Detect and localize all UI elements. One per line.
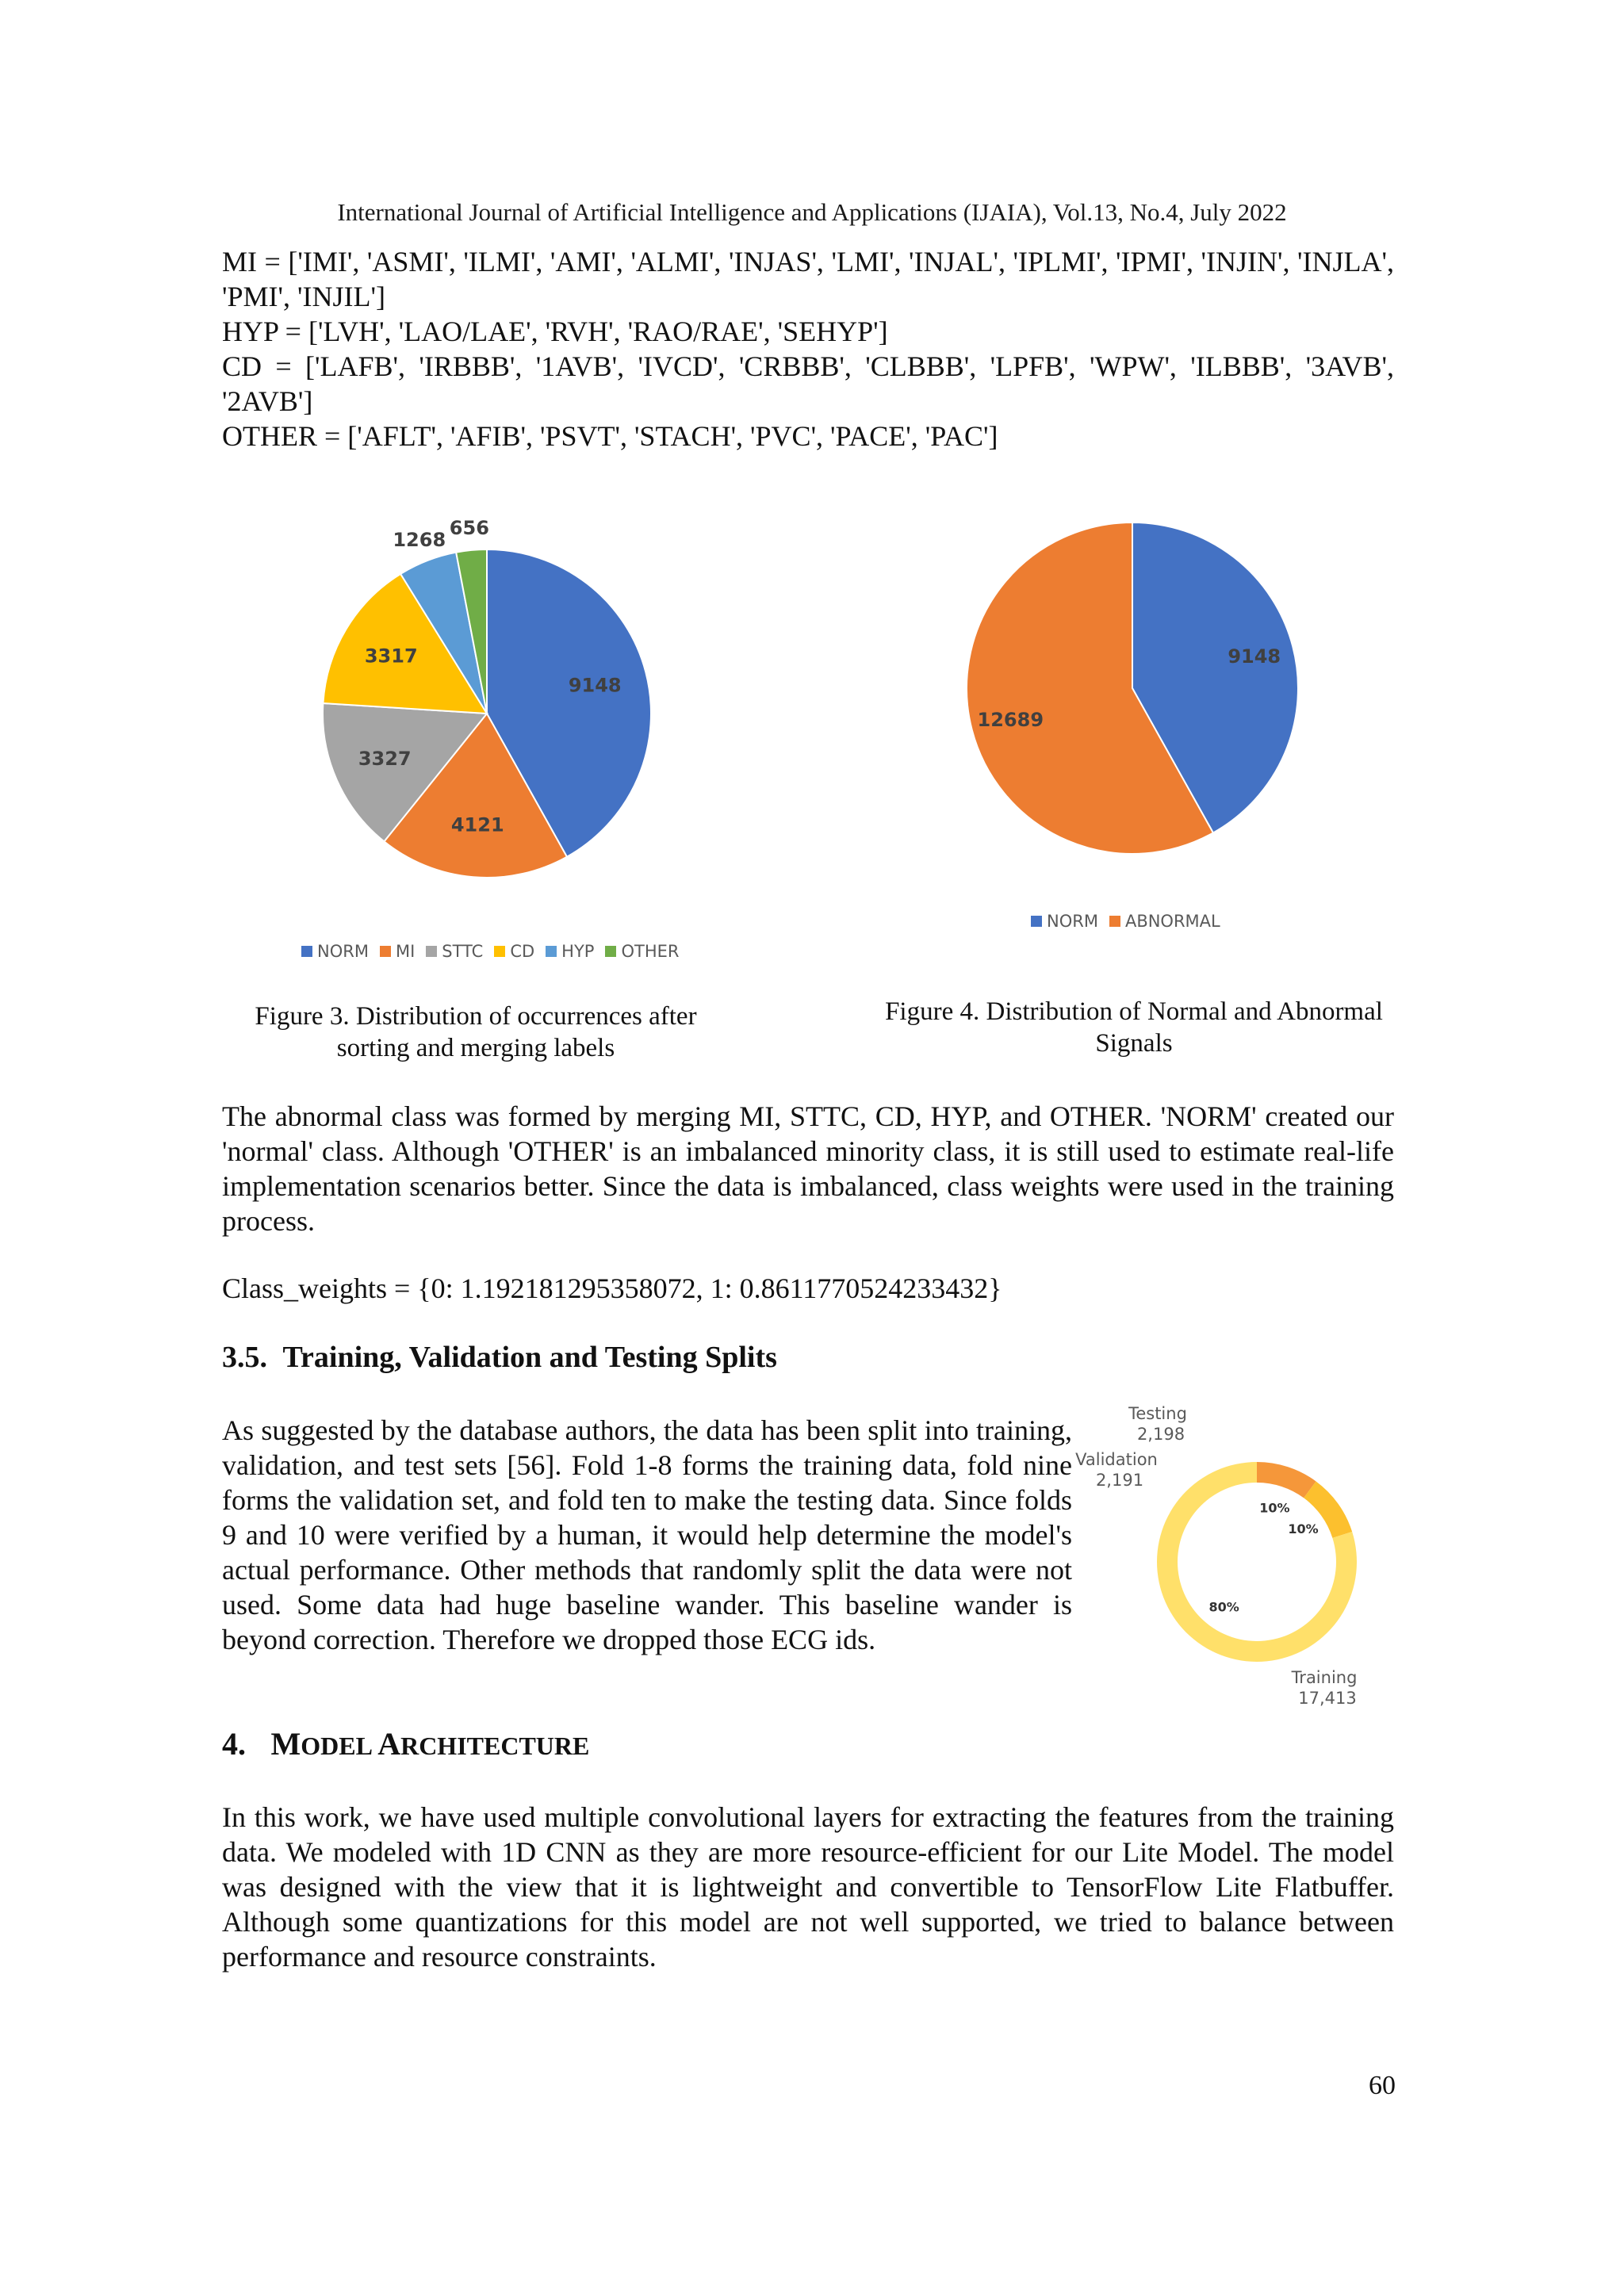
section-4-title-rest2: RCHITECTURE <box>400 1732 590 1760</box>
data-label-abnormal: 12689 <box>977 709 1044 732</box>
donut-category-validation: Validation <box>1075 1450 1158 1469</box>
legend-swatch <box>546 946 557 957</box>
cd-list: CD = ['LAFB', 'IRBBB', '1AVB', 'IVCD', 'CRBBB', 'CLBBB', 'LPFB', 'WPW', 'ILBBB', '3AVB', '2AVB'] <box>222 350 1401 417</box>
section-4-title-cap2: A <box>377 1726 401 1762</box>
figure4-caption-line2: Signals <box>1095 1029 1173 1058</box>
other-list: OTHER = ['AFLT', 'AFIB', 'PSVT', 'STACH', 'PVC', 'PACE', 'PAC'] <box>222 420 998 452</box>
section-4-number: 4. <box>222 1726 246 1762</box>
hyp-list: HYP = ['LVH', 'LAO/LAE', 'RVH', 'RAO/RAE', 'SEHYP'] <box>222 316 888 347</box>
data-label-sttc: 3327 <box>358 747 412 770</box>
journal-header: International Journal of Artificial Intelligence and Applications (IJAIA), Vol.13, No.4, July 2022 <box>337 198 1287 226</box>
legend-swatch <box>605 946 616 957</box>
legend-label: NORM <box>317 942 369 961</box>
donut-percent-testing: 10% <box>1259 1500 1290 1516</box>
legend-item-abnormal <box>1109 912 1220 931</box>
model-architecture-paragraph: In this work, we have used multiple convolutional layers for extracting the features from the training data. We modeled with 1D CNN as they are more resource-efficient for our Lite Model. The model was designed with the view that it is lightweight and convertible to TensorFlow Lite Flatbuffer. Although some quantizations for this model are not well supported, we tried to balance between performance and resource constraints. <box>222 1801 1394 1973</box>
donut-category-testing: Testing <box>1128 1404 1187 1423</box>
splits-paragraph: As suggested by the database authors, the data has been split into training, validation, and test sets [56]. Fold 1-8 forms the training data, fold nine forms the validation set, and fold ten to make the testing data. Since folds 9 and 10 were verified by a human, it would help determine the model's actual performance. Other methods that randomly split the data were not used. Some data had huge baseline wander. This baseline wander is beyond correction. Therefore we dropped those ECG ids. <box>222 1414 1072 1655</box>
legend-label: MI <box>395 942 416 961</box>
data-label-mi: 4121 <box>450 813 504 836</box>
donut-value-training: 17,413 <box>1298 1689 1357 1708</box>
section-3-5-heading <box>222 1340 777 1375</box>
legend-swatch <box>494 946 505 957</box>
section-4-title-cap1: M <box>270 1726 301 1762</box>
legend-label: STTC <box>442 942 484 961</box>
section-3-5-title: Training, Validation and Testing Splits <box>282 1341 777 1374</box>
donut-slice-testing <box>1257 1462 1316 1498</box>
data-label-hyp: 1268 <box>393 529 446 552</box>
donut-percent-training: 80% <box>1208 1599 1239 1615</box>
donut-value-validation: 2,191 <box>1095 1471 1144 1490</box>
donut-percent-validation: 10% <box>1288 1521 1319 1537</box>
figure3-caption <box>222 1001 730 1064</box>
data-label-other: 656 <box>449 517 489 540</box>
legend-label: ABNORMAL <box>1124 912 1220 931</box>
legend-item-norm <box>1031 912 1098 931</box>
section-3-5-number: 3.5. <box>222 1341 267 1374</box>
page-number: 60 <box>1369 2071 1396 2100</box>
data-label-norm: 9148 <box>1228 645 1281 668</box>
figure4-pie-chart <box>936 507 1348 872</box>
legend-item-cd <box>494 942 534 961</box>
label-lists <box>222 244 1401 453</box>
legend-swatch <box>1109 916 1120 927</box>
legend-item-mi <box>380 942 415 961</box>
donut-category-training: Training <box>1291 1668 1358 1687</box>
figure4-caption <box>856 996 1411 1059</box>
figure3-legend <box>301 942 690 961</box>
figure4-slices <box>967 522 1298 854</box>
section-4-heading <box>222 1725 589 1762</box>
figure4-caption-line1: Figure 4. Distribution of Normal and Abnormal <box>885 997 1383 1026</box>
legend-item-hyp <box>546 942 594 961</box>
mi-list: MI = ['IMI', 'ASMI', 'ILMI', 'AMI', 'ALMI', 'INJAS', 'LMI', 'INJAL', 'IPLMI', 'IPMI', 'INJIN', 'INJLA', 'PMI', 'INJIL'] <box>222 246 1401 312</box>
abnormal-class-paragraph: The abnormal class was formed by merging MI, STTC, CD, HYP, and OTHER. 'NORM' created our 'normal' class. Although 'OTHER' is an imbalanced minority class, it is still used to estimate real-life implementation scenarios better. Since the data is imbalanced, class weights were used in the training process. <box>222 1100 1394 1237</box>
legend-label: NORM <box>1047 912 1098 931</box>
legend-swatch <box>380 946 391 957</box>
legend-item-sttc <box>426 942 483 961</box>
legend-item-norm <box>301 942 369 961</box>
donut-slices <box>1157 1462 1357 1662</box>
section-4-title-rest1: ODEL <box>301 1732 378 1760</box>
legend-swatch <box>1031 916 1042 927</box>
data-label-norm: 9148 <box>568 674 622 697</box>
data-label-cd: 3317 <box>364 645 418 668</box>
split-donut-chart <box>1075 1403 1411 1708</box>
figure3-pie-chart <box>293 507 706 983</box>
legend-label: OTHER <box>621 942 680 961</box>
legend-item-other <box>605 942 679 961</box>
class-weights: Class_weights = {0: 1.192181295358072, 1: 0.8611770524233432} <box>222 1272 1002 1304</box>
donut-labels <box>1075 1404 1357 1708</box>
legend-label: CD <box>510 942 535 961</box>
figure4-legend <box>1031 912 1231 931</box>
legend-label: HYP <box>561 942 595 961</box>
legend-swatch <box>426 946 437 957</box>
donut-value-testing: 2,198 <box>1136 1425 1185 1444</box>
legend-swatch <box>301 946 312 957</box>
figure3-caption-line2: sorting and merging labels <box>336 1034 615 1062</box>
figure3-caption-line1: Figure 3. Distribution of occurrences after <box>255 1002 697 1031</box>
